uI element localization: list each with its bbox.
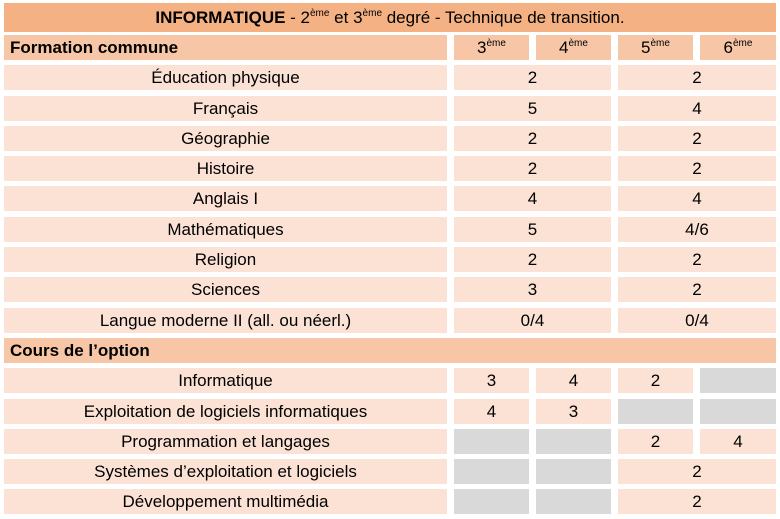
year-header: 6ème	[700, 35, 776, 60]
hours-3-4: 2	[454, 65, 611, 90]
subject-label: Langue moderne II (all. ou néerl.)	[4, 308, 447, 333]
empty-cell	[454, 489, 529, 514]
subject-label: Mathématiques	[4, 217, 447, 242]
subject-label: Géographie	[4, 126, 447, 151]
year-header: 3ème	[454, 35, 529, 60]
subject-label: Programmation et langages	[4, 429, 447, 454]
hours-5-6: 4/6	[618, 217, 776, 242]
section-header-option: Cours de l’option	[4, 338, 776, 363]
section-header-formation-commune: Formation commune	[4, 35, 447, 60]
empty-cell	[454, 459, 529, 484]
empty-cell	[700, 368, 776, 393]
hours-5-6: 2	[618, 277, 776, 302]
subject-label: Systèmes d’exploitation et logiciels	[4, 459, 447, 484]
year-header: 5ème	[618, 35, 693, 60]
hours-5-6: 4	[618, 96, 776, 121]
hours-3-4: 4	[454, 186, 611, 211]
subject-label: Histoire	[4, 156, 447, 181]
hours-3-4: 2	[454, 156, 611, 181]
hours-5-6: 4	[618, 186, 776, 211]
subject-label: Français	[4, 96, 447, 121]
hours-5-6: 2	[618, 156, 776, 181]
hours-3-4: 2	[454, 247, 611, 272]
hours-cell: 3	[454, 368, 529, 393]
empty-cell	[536, 489, 611, 514]
hours-3-4: 2	[454, 126, 611, 151]
subject-label: Développement multimédia	[4, 489, 447, 514]
hours-3-4: 5	[454, 96, 611, 121]
hours-cell: 3	[536, 399, 611, 424]
hours-cell: 4	[536, 368, 611, 393]
hours-5-6: 2	[618, 247, 776, 272]
empty-cell	[454, 429, 529, 454]
empty-cell	[618, 399, 693, 424]
curriculum-table	[4, 35, 776, 514]
subject-label: Sciences	[4, 277, 447, 302]
empty-cell	[700, 399, 776, 424]
year-header: 4ème	[536, 35, 611, 60]
hours-cell: 4	[454, 399, 529, 424]
hours-3-4: 3	[454, 277, 611, 302]
subject-label: Exploitation de logiciels informatiques	[4, 399, 447, 424]
hours-cell: 2	[618, 368, 693, 393]
hours-5-6: 2	[618, 126, 776, 151]
subject-label: Informatique	[4, 368, 447, 393]
hours-5-6: 0/4	[618, 308, 776, 333]
table-title: INFORMATIQUE - 2ème et 3ème degré - Technique de transition.	[4, 3, 776, 32]
hours-cell: 4	[700, 429, 776, 454]
hours-3-4: 5	[454, 217, 611, 242]
empty-cell	[536, 429, 611, 454]
hours-cell: 2	[618, 459, 776, 484]
hours-5-6: 2	[618, 65, 776, 90]
hours-cell: 2	[618, 489, 776, 514]
subject-label: Anglais I	[4, 186, 447, 211]
subject-label: Religion	[4, 247, 447, 272]
empty-cell	[536, 459, 611, 484]
subject-label: Éducation physique	[4, 65, 447, 90]
hours-3-4: 0/4	[454, 308, 611, 333]
hours-cell: 2	[618, 429, 693, 454]
